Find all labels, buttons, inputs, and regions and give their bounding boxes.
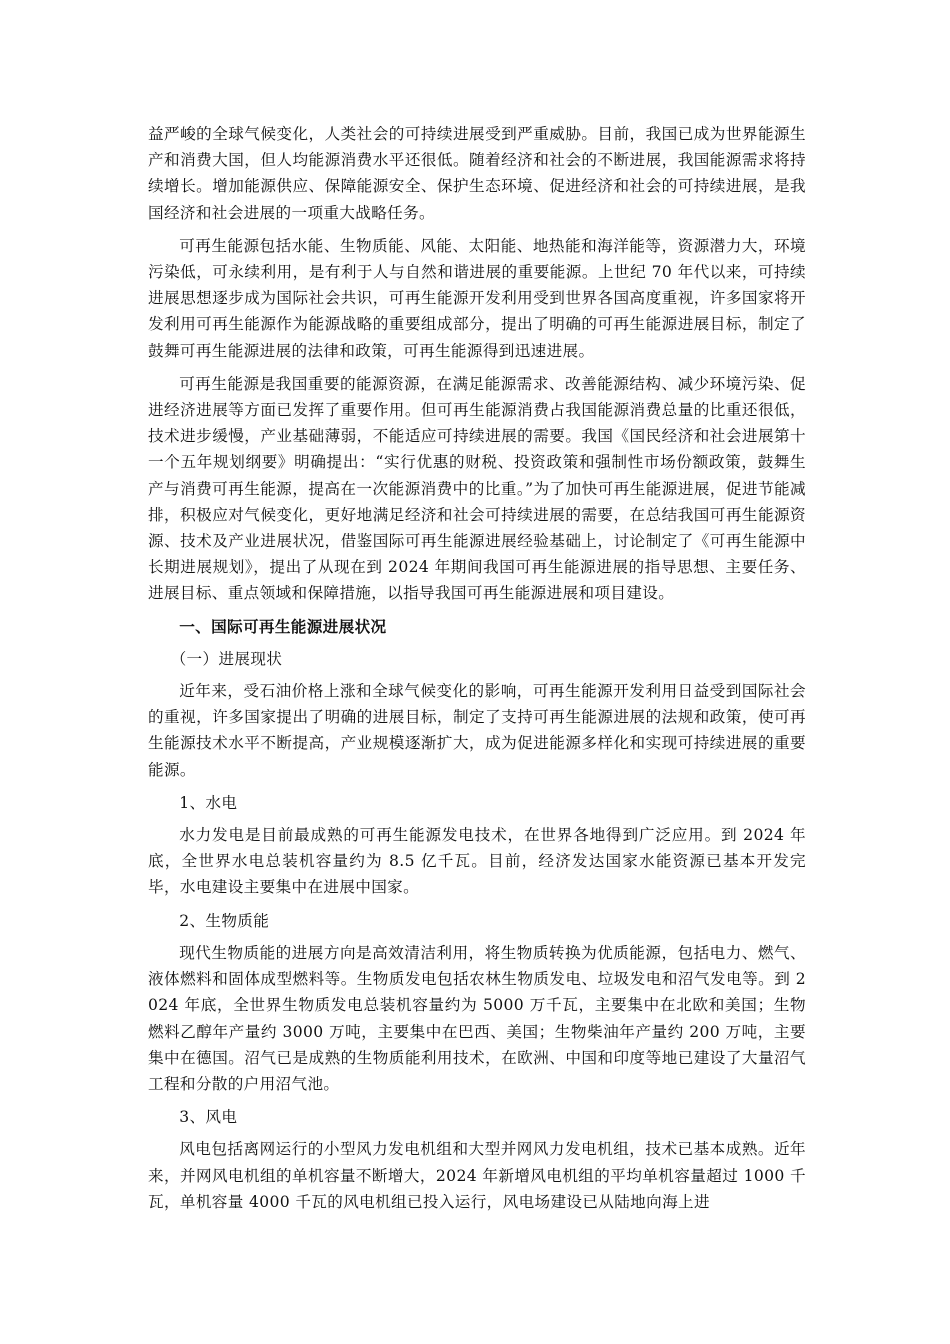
paragraph-recent-years: 近年来，受石油价格上涨和全球气候变化的影响，可再生能源开发利用日益受到国际社会的重视，许多国家提出了明确的进展目标，制定了支持可再生能源进展的法规和政策，使可再生能源技术水平不断提高，产业规模逐渐扩大，成为促进能源多样化和实现可持续进展的重要能源。: [148, 682, 806, 779]
section-heading-international: 一、国际可再生能源进展状况: [179, 617, 387, 636]
paragraph-hydro: 水力发电是目前最成熟的可再生能源发电技术，在世界各地得到广泛应用。到 2024 年底，全世界水电总装机容量约为 8.5 亿千瓦。目前，经济发达国家水能资源已基本开发完毕，水电建设主要集中在进展中国家。: [148, 826, 806, 897]
paragraph-biomass: 现代生物质能的进展方向是高效清洁利用，将生物质转换为优质能源，包括电力、燃气、液体燃料和固体成型燃料等。生物质发电包括农林生物质发电、垃圾发电和沼气发电等。到 2024 年底，全世界生物质发电总装机容量约为 5000 万千瓦，主要集中在北欧和美国；生物燃料乙醇年产量约 3000 万吨，主要集中在巴西、美国；生物柴油年产量约 200 万吨，主要集中在德国。沼气已是成熟的生物质能利用技术，在欧洲、中国和印度等地已建设了大量沼气工程和分散的户用沼气池。: [148, 943, 806, 1093]
document-body: [148, 121, 806, 1222]
paragraph-renewable-definition: 可再生能源包括水能、生物质能、风能、太阳能、地热能和海洋能等，资源潜力大，环境污染低，可永续利用，是有利于人与自然和谐进展的重要能源。上世纪 70 年代以来，可持续进展思想逐步成为国际社会共识，可再生能源开发利用受到世界各国高度重视，许多国家将开发利用可再生能源作为能源战略的重要组成部分，提出了明确的可再生能源进展目标，制定了鼓舞可再生能源进展的法律和政策，可再生能源得到迅速进展。: [148, 236, 806, 360]
item-heading-wind: 3、风电: [179, 1108, 238, 1127]
paragraph-china-renewable: 可再生能源是我国重要的能源资源，在满足能源需求、改善能源结构、减少环境污染、促进经济进展等方面已发挥了重要作用。但可再生能源消费占我国能源消费总量的比重还很低，技术进步缓慢，产业基础薄弱，不能适应可持续进展的需要。我国《国民经济和社会进展第十一个五年规划纲要》明确提出：“实行优惠的财税、投资政策和强制性市场份额政策，鼓舞生产与消费可再生能源，提高在一次能源消费中的比重。”为了加快可再生能源进展，促进节能减排，积极应对气候变化，更好地满足经济和社会可持续进展的需要，在总结我国可再生能源资源、技术及产业进展状况，借鉴国际可再生能源进展经验基础上，讨论制定了《可再生能源中长期进展规划》，提出了从现在到 2024 年期间我国可再生能源进展的指导思想、主要任务、进展目标、重点领域和保障措施，以指导我国可再生能源进展和项目建设。: [148, 374, 806, 603]
paragraph-climate-intro: 益严峻的全球气候变化，人类社会的可持续进展受到严重威胁。目前，我国已成为世界能源生产和消费大国，但人均能源消费水平还很低。随着经济和社会的不断进展，我国能源需求将持续增长。增加能源供应、保障能源安全、保护生态环境、促进经济和社会的可持续进展，是我国经济和社会进展的一项重大战略任务。: [148, 125, 806, 222]
item-heading-hydro: 1、水电: [179, 793, 238, 812]
subsection-heading-status: （一）进展现状: [170, 649, 283, 668]
item-heading-biomass: 2、生物质能: [179, 911, 270, 930]
paragraph-wind: 风电包括离网运行的小型风力发电机组和大型并网风力发电机组，技术已基本成熟。近年来，并网风电机组的单机容量不断增大，2024 年新增风电机组的平均单机容量超过 1000 千瓦，单机容量 4000 千瓦的风电机组已投入运行，风电场建设已从陆地向海上进: [148, 1140, 806, 1211]
